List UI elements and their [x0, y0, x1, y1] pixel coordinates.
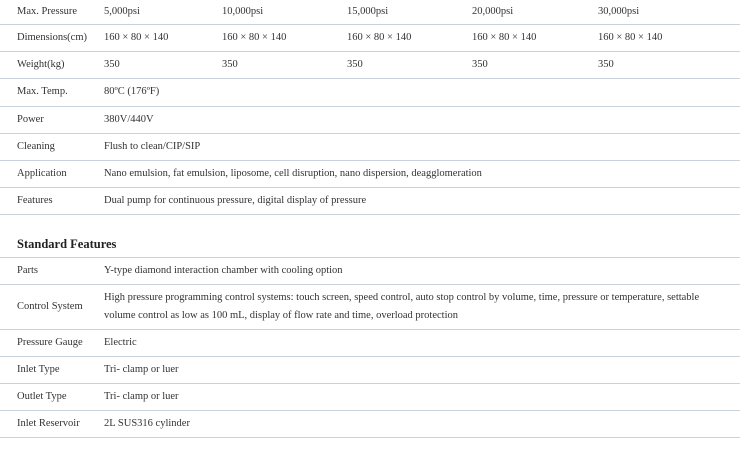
row-label: Pressure Gauge — [17, 336, 83, 348]
table-row — [0, 187, 740, 214]
cell-value: Y-type diamond interaction chamber with cooling option — [104, 264, 343, 276]
cell-value: 350 — [472, 58, 488, 70]
cell-value: 15,000psi — [347, 5, 389, 17]
row-label: Inlet Reservoir — [17, 417, 80, 429]
table-row — [0, 284, 740, 329]
row-label: Control System — [17, 300, 83, 312]
cell-value: 160 × 80 × 140 — [472, 31, 537, 43]
table-row — [0, 133, 740, 160]
cell-value: Nano emulsion, fat emulsion, liposome, cell disruption, nano dispersion, deagglomeration — [104, 167, 482, 179]
table-row — [0, 0, 740, 24]
table-row — [0, 106, 740, 133]
cell-value: Tri- clamp or luer — [104, 390, 179, 402]
cell-value: 160 × 80 × 140 — [222, 31, 287, 43]
cell-value: 160 × 80 × 140 — [104, 31, 169, 43]
row-label: Application — [17, 167, 67, 179]
row-label: Inlet Type — [17, 363, 60, 375]
cell-value: 5,000psi — [104, 5, 140, 17]
cell-value: 2L SUS316 cylinder — [104, 417, 190, 429]
row-label: Cleaning — [17, 140, 55, 152]
row-label: Weight(kg) — [17, 58, 65, 70]
spec-table — [0, 0, 740, 215]
cell-value: 350 — [598, 58, 614, 70]
cell-value: 160 × 80 × 140 — [347, 31, 412, 43]
cell-value: 350 — [347, 58, 363, 70]
row-label: Parts — [17, 264, 38, 276]
cell-value: Flush to clean/CIP/SIP — [104, 140, 201, 152]
cell-value: 350 — [104, 58, 120, 70]
cell-value: 10,000psi — [222, 5, 264, 17]
row-label: Features — [17, 194, 53, 206]
table-row — [0, 51, 740, 78]
table-row — [0, 78, 740, 106]
cell-value: Dual pump for continuous pressure, digital display of pressure — [104, 194, 367, 206]
table-row — [0, 24, 740, 51]
row-label: Dimensions(cm) — [17, 31, 87, 43]
cell-value: 350 — [222, 58, 238, 70]
cell-value: Tri- clamp or luer — [104, 363, 179, 375]
cell-value: 80ºC (176ºF) — [104, 86, 160, 97]
section-title: Standard Features — [17, 236, 117, 251]
row-label: Outlet Type — [17, 390, 67, 402]
table-row — [0, 410, 740, 437]
row-label: Max. Temp. — [17, 86, 68, 97]
cell-value: 30,000psi — [598, 5, 640, 17]
cell-value: 20,000psi — [472, 5, 514, 17]
row-label: Power — [17, 113, 44, 125]
table-row — [0, 160, 740, 187]
cell-value: 160 × 80 × 140 — [598, 31, 663, 43]
table-row — [0, 329, 740, 356]
table-row — [0, 257, 740, 284]
table-row — [0, 356, 740, 383]
cell-value: High pressure programming control systems: touch screen, speed control, auto stop control by volume, time, pressure or temperature, settable volume control as low as 100 mL, display of flow rate and time, overload protection — [104, 291, 700, 321]
cell-value: Electric — [104, 336, 137, 348]
cell-value: 380V/440V — [104, 113, 154, 125]
table-row — [0, 383, 740, 410]
standard-features-table — [0, 257, 740, 438]
row-label: Max. Pressure — [17, 5, 78, 17]
